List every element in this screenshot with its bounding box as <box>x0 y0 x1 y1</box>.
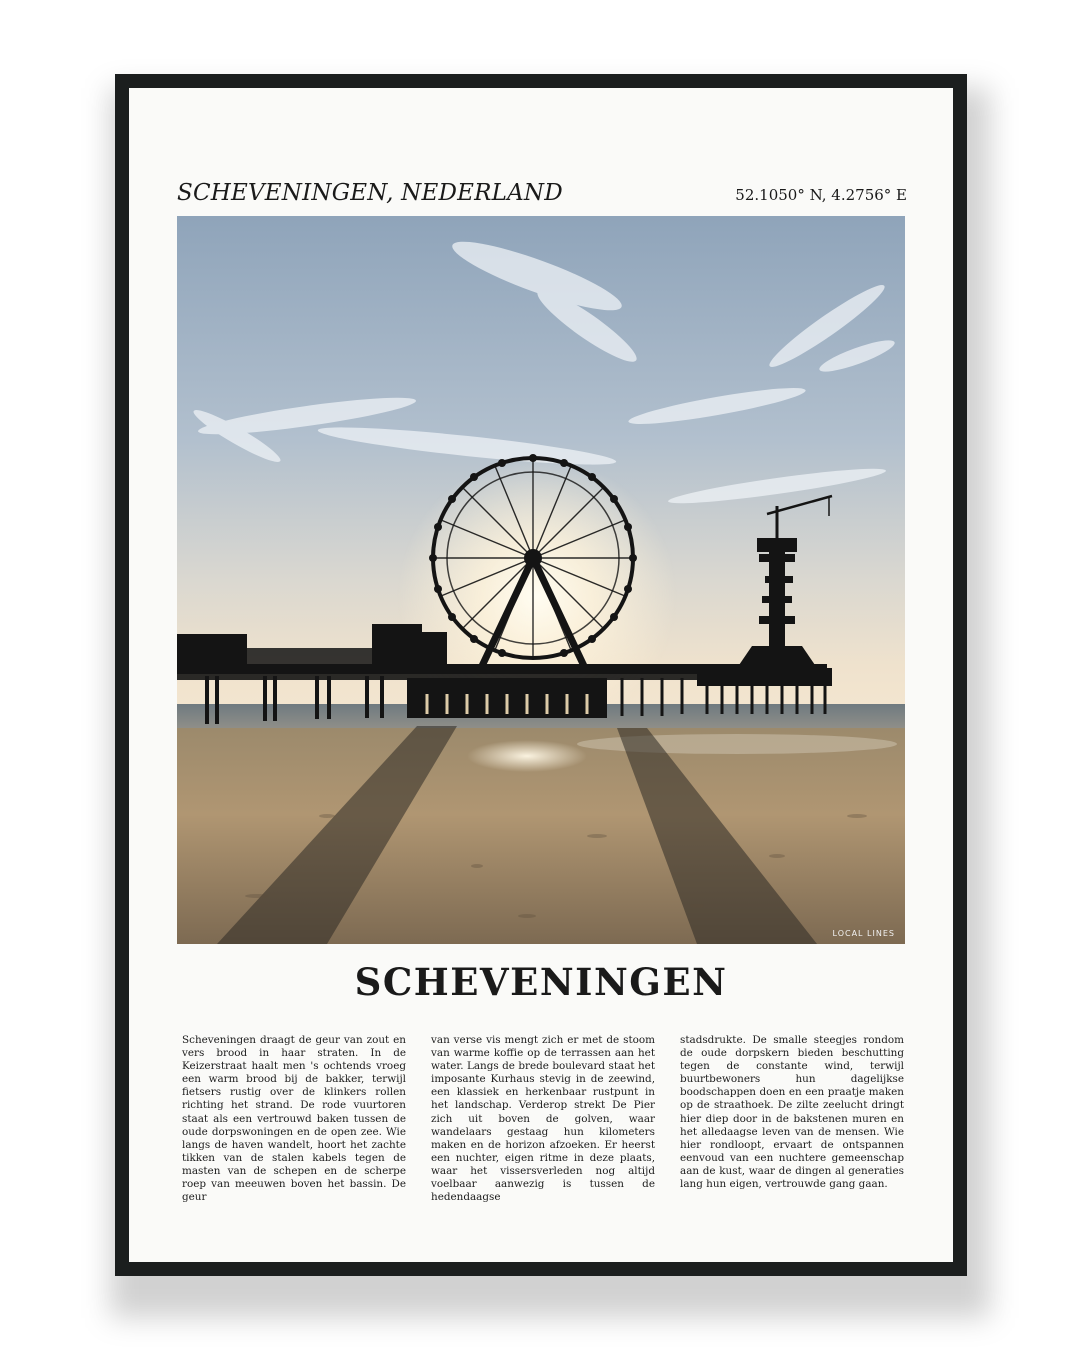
text-column-2: van verse vis mengt zich er met de stoom van warme koffie op de terrassen aan het water. Langs de brede boulevard staat het imposante Kurhaus stevig in de zeewind, een klassiek en herkenbaar rustpunt in het landschap. Verderop strekt De Pier zich uit boven de golven, waar wandelaars gestaag hun kilometers maken en de horizon afzoeken. Er heerst een nuchter, eigen ritme in deze plaats, waar het vissersverleden nog altijd voelbaar aanwezig is tussen de hedendaagse <box>431 1034 655 1204</box>
photo-credit-label: LOCAL LINES <box>832 929 895 938</box>
coordinates-label: 52.1050° N, 4.2756° E <box>735 186 907 204</box>
poster-frame <box>115 74 967 1276</box>
text-columns <box>182 1034 904 1204</box>
beach-pier-photo <box>177 216 905 944</box>
poster-mat <box>129 88 953 1262</box>
poster-title: SCHEVENINGEN <box>354 960 728 1004</box>
location-heading: SCHEVENINGEN, NEDERLAND <box>177 180 563 206</box>
text-column-3: stadsdrukte. De smalle steegjes rondom de oude dorpskern bieden beschutting tegen de constante wind, terwijl buurtbewoners hun dagelijkse boodschappen doen en een praatje maken op de straathoek. De zilte zeelucht dringt hier diep door in de bakstenen muren en het alledaagse leven van de mensen. Wie hier rondloopt, ervaart de ontspannen eenvoud van een nuchtere gemeenschap aan de kust, waar de dingen al generaties lang hun eigen, vertrouwde gang gaan. <box>680 1034 904 1191</box>
text-column-1: Scheveningen draagt de geur van zout en vers brood in haar straten. In de Keizerstraat haalt men 's ochtends vroeg een warm brood bij de bakker, terwijl fietsers rustig over de klinkers rollen richting het strand. De rode vuurtoren staat als een vertrouwd baken tussen de oude dorpswoningen en de open zee. Wie langs de haven wandelt, hoort het zachte tikken van de stalen kabels tegen de masten van de schepen en de scherpe roep van meeuwen boven het bassin. De geur <box>182 1034 406 1204</box>
